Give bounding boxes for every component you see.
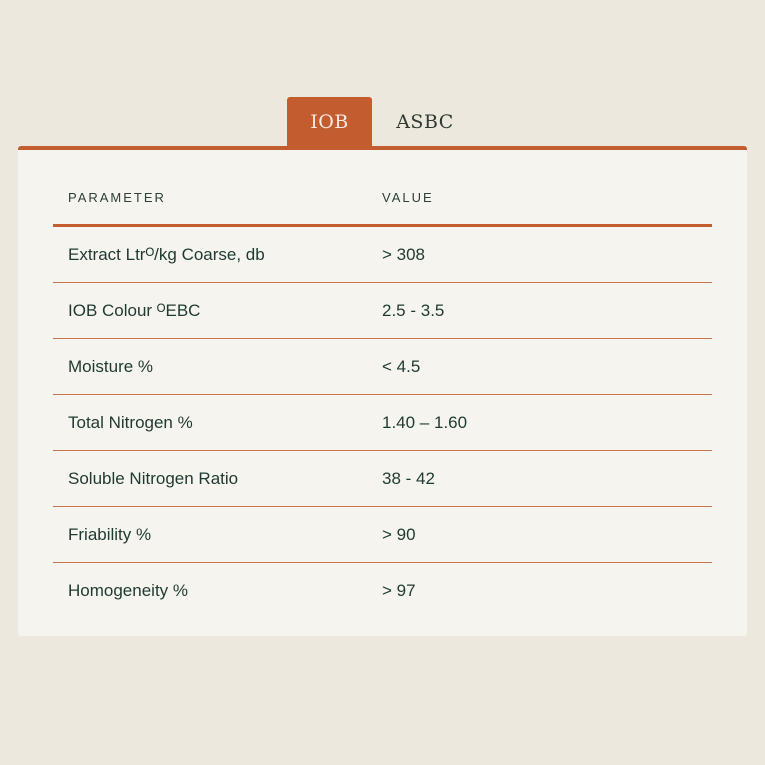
spec-table xyxy=(53,170,712,618)
table-row xyxy=(53,227,712,283)
table-row xyxy=(53,339,712,395)
row-parameter: Friability % xyxy=(68,524,152,544)
header-parameter: PARAMETER xyxy=(68,189,166,205)
row-value: > 97 xyxy=(382,580,416,600)
table-header-row xyxy=(53,170,712,227)
row-parameter: Total Nitrogen % xyxy=(68,412,193,432)
row-value: < 4.5 xyxy=(382,356,421,376)
tab-bar xyxy=(287,97,478,147)
row-value: 2.5 - 3.5 xyxy=(382,300,445,320)
table-row xyxy=(53,395,712,451)
tab-iob[interactable]: IOB xyxy=(287,97,372,147)
table-row xyxy=(53,283,712,339)
tab-asbc[interactable]: ASBC xyxy=(396,111,454,133)
row-value: > 90 xyxy=(382,524,416,544)
table-row xyxy=(53,507,712,563)
row-parameter: Extract Ltrᴼ/kg Coarse, db xyxy=(68,244,265,264)
table-row xyxy=(53,451,712,507)
row-value: > 308 xyxy=(382,244,426,264)
row-value: 38 - 42 xyxy=(382,468,435,488)
table-row xyxy=(53,563,712,618)
row-parameter: Soluble Nitrogen Ratio xyxy=(68,468,239,488)
header-value: VALUE xyxy=(382,189,434,205)
spec-table-card xyxy=(18,146,747,636)
row-parameter: IOB Colour ᴼEBC xyxy=(68,300,201,320)
row-parameter: Moisture % xyxy=(68,356,154,376)
row-value: 1.40 – 1.60 xyxy=(382,412,468,432)
row-parameter: Homogeneity % xyxy=(68,580,189,600)
